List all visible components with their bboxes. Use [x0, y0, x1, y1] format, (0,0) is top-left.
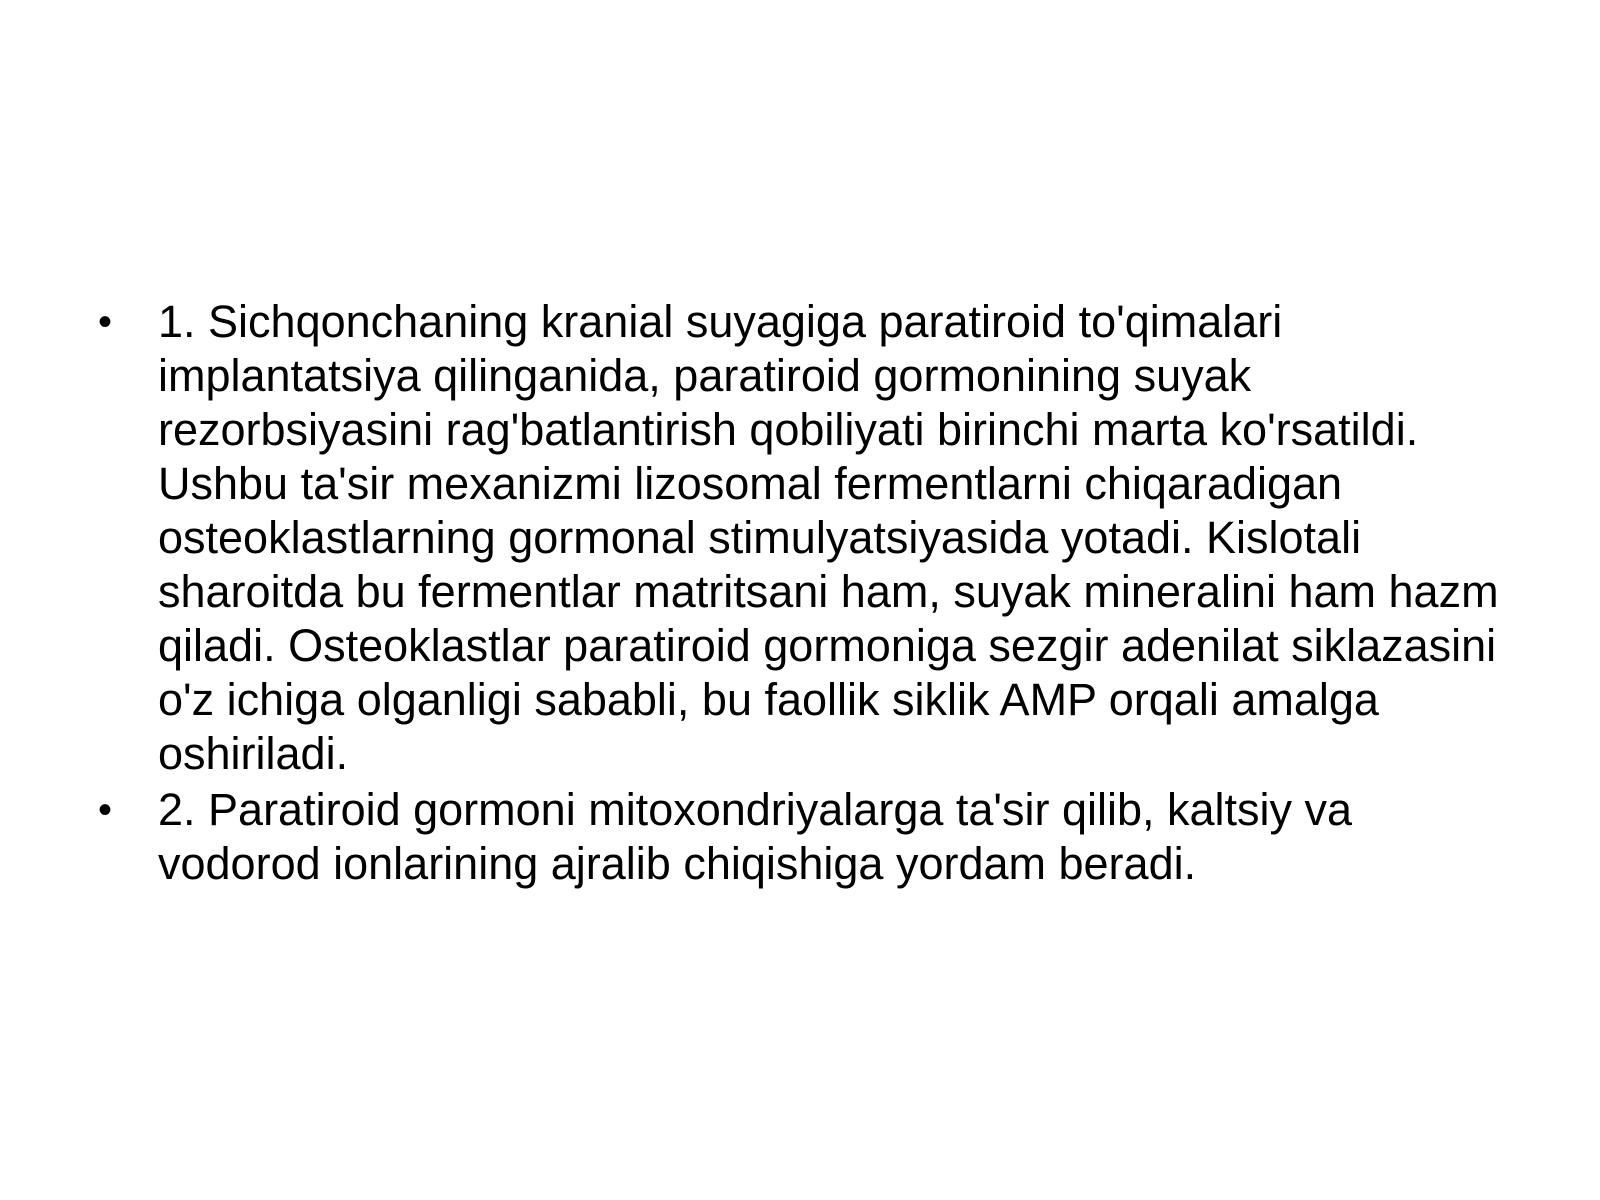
bullet-marker: •: [98, 788, 113, 832]
bullet-text: 2. Paratiroid gormoni mitoxondriyalarga ta'sir qilib, kaltsiy va vodorod ionlarining ajralib chiqishiga yordam beradi.: [158, 784, 1353, 889]
bullet-list: [96, 295, 1516, 893]
bullet-item-1: [96, 295, 1516, 781]
bullet-marker: •: [98, 300, 113, 344]
bullet-text: 1. Sichqonchaning kranial suyagiga paratiroid to'qimalari implantatsiya qilinganida, paratiroid gormonining suyak rezorbsiyasini rag'batlantirish qobiliyati birinchi marta ko'rsatildi. Ushbu ta'sir mexanizmi lizosomal fermentlarni chiqaradigan osteoklastlarning gormonal stimulyatsiyasida yotadi. Kislotali sharoitda bu fermentlar matritsani ham, suyak mineralini ham hazm qiladi. Osteoklastlar paratiroid gormoniga sezgir adenilat siklazasini o'z ichiga olganligi sababli, bu faollik siklik AMP orqali amalga oshiriladi.: [158, 296, 1499, 779]
bullet-item-2: [96, 783, 1516, 891]
